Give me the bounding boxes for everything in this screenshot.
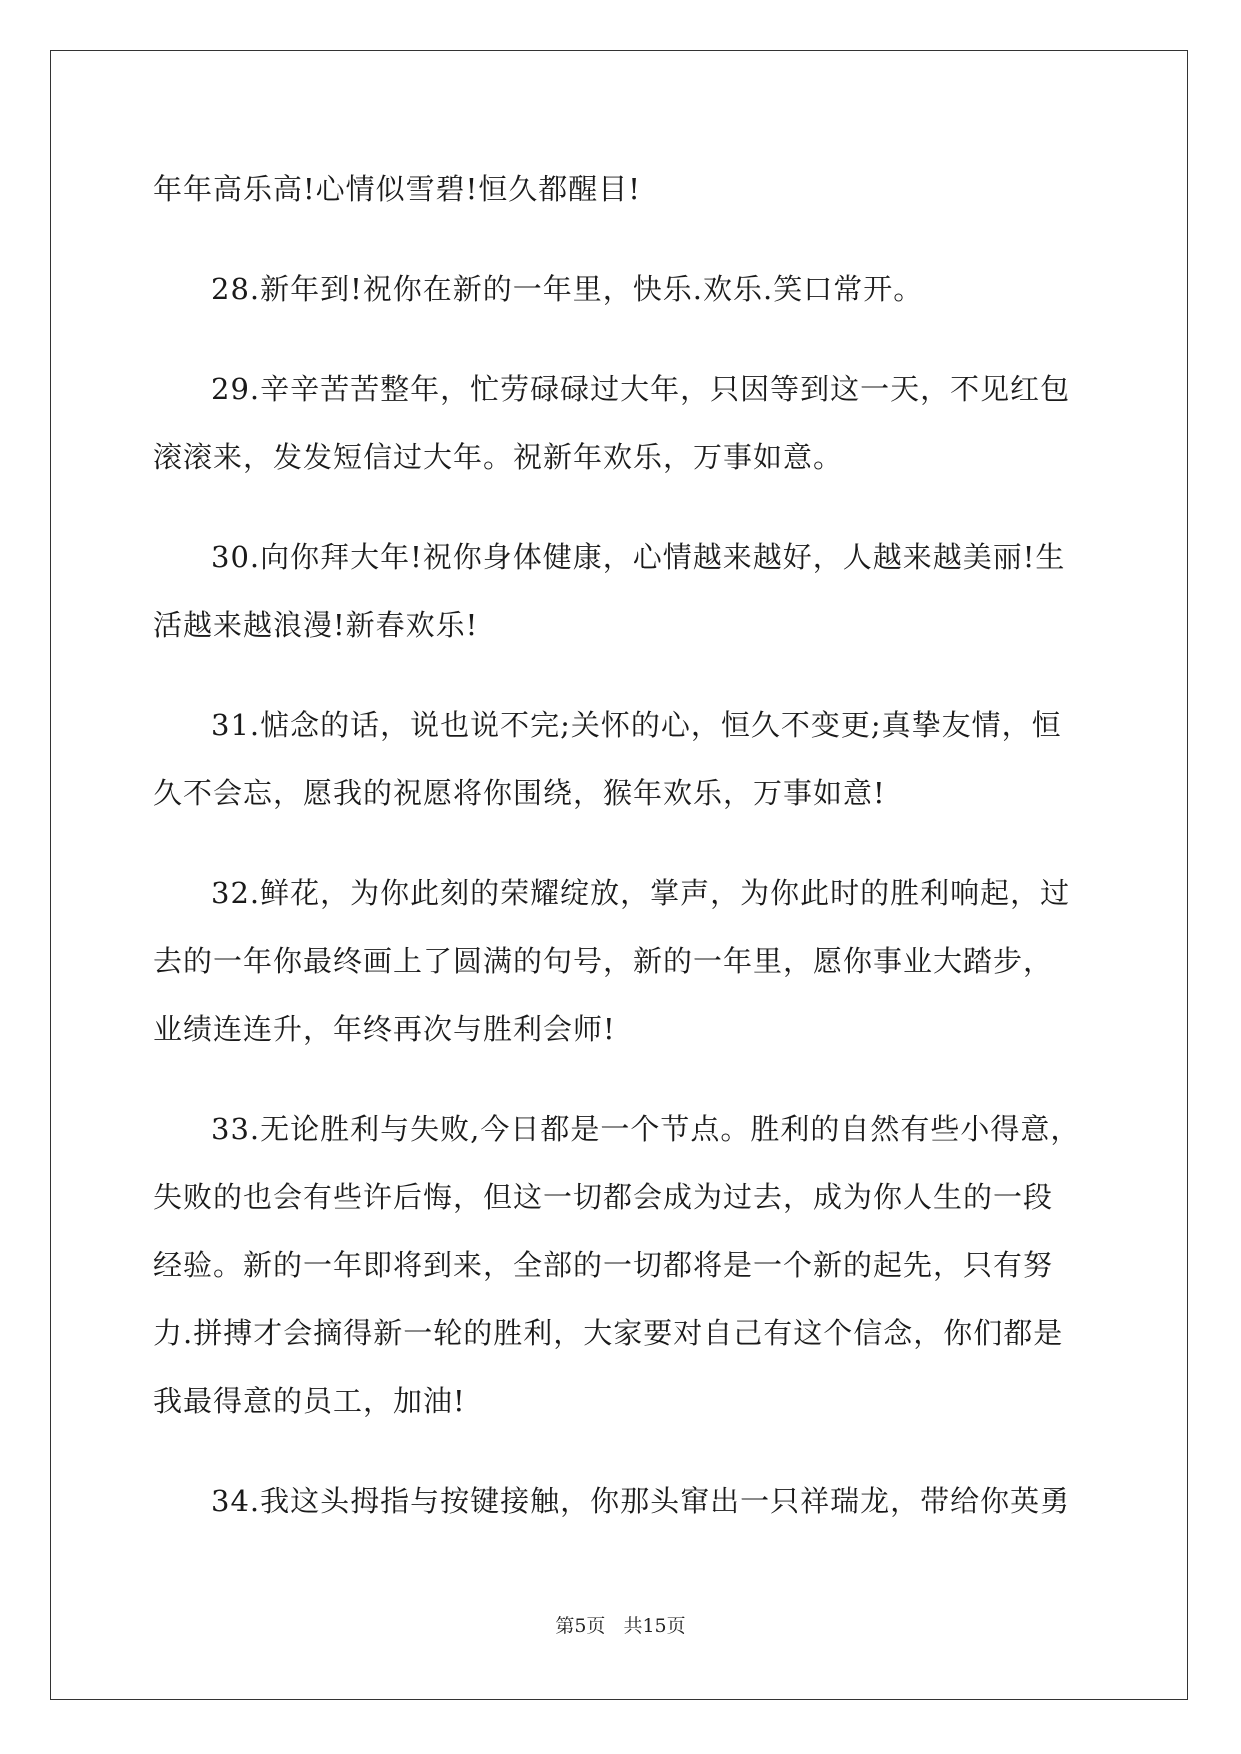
- text-line: 久不会忘，愿我的祝愿将你围绕，猴年欢乐，万事如意!: [153, 776, 886, 810]
- text-line: 业绩连连升，年终再次与胜利会师!: [153, 1012, 616, 1046]
- page-total: 共15页: [623, 1615, 686, 1637]
- text-line: 30.向你拜大年!祝你身体健康，心情越来越好，人越来越美丽!生: [211, 540, 1066, 574]
- text-line: 29.辛辛苦苦整年，忙劳碌碌过大年，只因等到这一天，不见红包: [211, 372, 1071, 406]
- text-line: 去的一年你最终画上了圆满的句号，新的一年里，愿你事业大踏步，: [153, 944, 1054, 978]
- text-line: 28.新年到!祝你在新的一年里，快乐.欢乐.笑口常开。: [211, 272, 924, 306]
- text-line: 经验。新的一年即将到来，全部的一切都将是一个新的起先，只有努: [153, 1248, 1054, 1282]
- text-line: 31.惦念的话，说也说不完;关怀的心，恒久不变更;真挚友情，恒: [211, 708, 1062, 742]
- text-line: 33.无论胜利与失败,今日都是一个节点。胜利的自然有些小得意，: [211, 1112, 1081, 1146]
- text-line: 力.拼搏才会摘得新一轮的胜利，大家要对自己有这个信念，你们都是: [153, 1316, 1064, 1350]
- text-line: 32.鲜花，为你此刻的荣耀绽放，掌声，为你此时的胜利响起，过: [211, 876, 1071, 910]
- text-line: 滚滚来，发发短信过大年。祝新年欢乐，万事如意。: [153, 440, 844, 474]
- page-footer: [0, 1611, 1241, 1638]
- page-number: 第5页: [555, 1615, 606, 1637]
- text-line: 我最得意的员工，加油!: [153, 1384, 466, 1418]
- text-line: 34.我这头拇指与按键接触，你那头窜出一只祥瑞龙，带给你英勇: [211, 1484, 1071, 1518]
- text-line: 年年高乐高!心情似雪碧!恒久都醒目!: [153, 172, 641, 206]
- text-line: 活越来越浪漫!新春欢乐!: [153, 608, 479, 642]
- text-line: 失败的也会有些许后悔，但这一切都会成为过去，成为你人生的一段: [153, 1180, 1054, 1214]
